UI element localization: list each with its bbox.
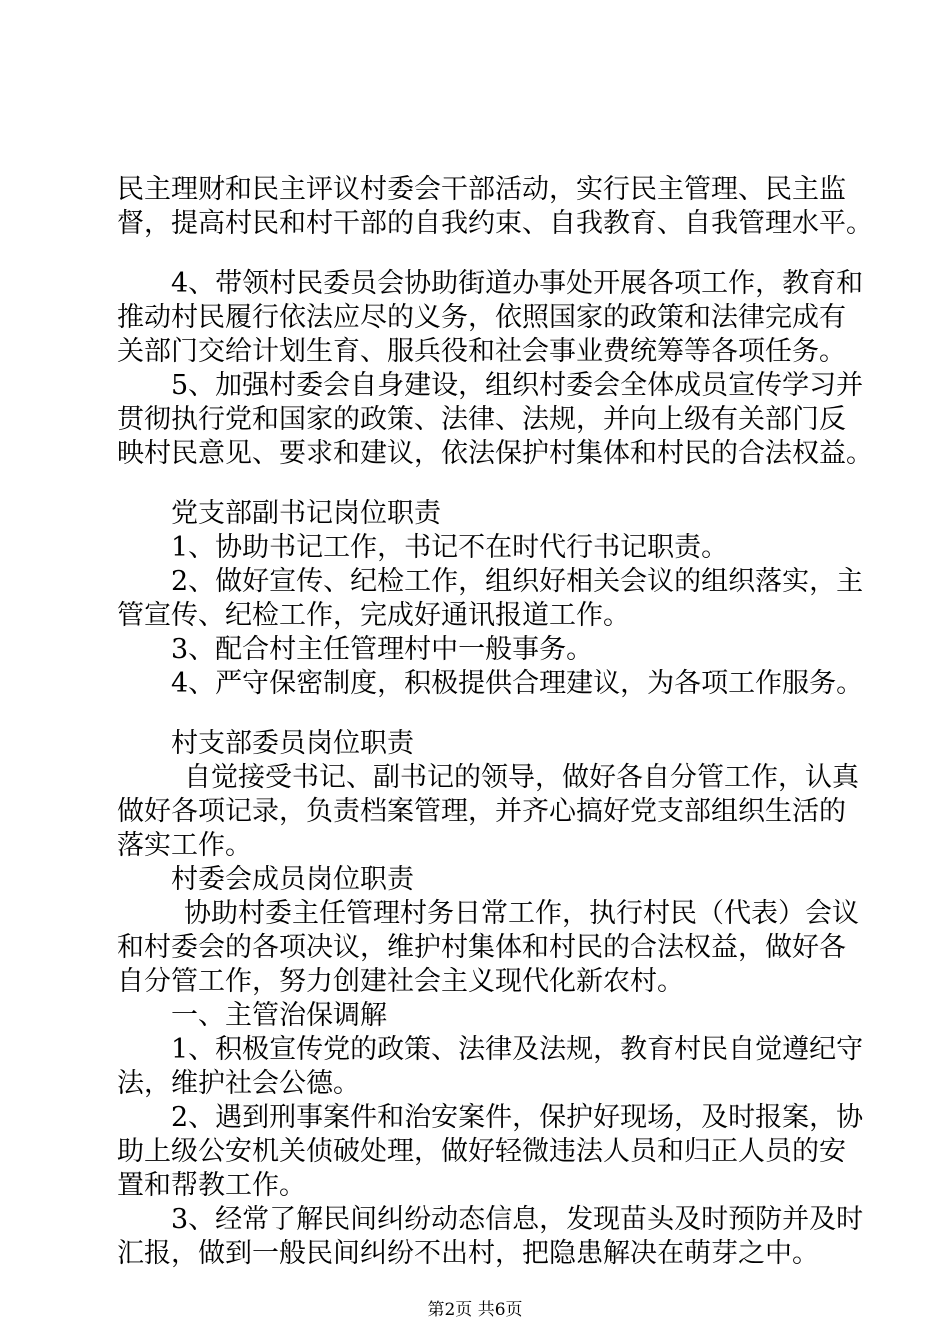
- text-line: 2、做好宣传、纪检工作，组织好相关会议的组织落实，主: [171, 566, 864, 597]
- text-line: 汇报，做到一般民间纠纷不出村，把隐患解决在萌芽之中。: [117, 1238, 819, 1269]
- text-line: 2、遇到刑事案件和治安案件，保护好现场，及时报案，协: [171, 1102, 864, 1133]
- text-line: 做好各项记录，负责档案管理，并齐心搞好党支部组织生活的: [117, 796, 846, 827]
- text-line: 5、加强村委会自身建设，组织村委会全体成员宣传学习并: [171, 370, 864, 401]
- text-line: 3、配合村主任管理村中一般事务。: [171, 634, 594, 665]
- text-line: 法，维护社会公德。: [117, 1068, 360, 1099]
- text-line: 督，提高村民和村干部的自我约束、自我教育、自我管理水平。: [117, 208, 873, 239]
- text-line: 管宣传、纪检工作，完成好通讯报道工作。: [117, 600, 630, 631]
- text-line: 关部门交给计划生育、服兵役和社会事业费统筹等各项任务。: [117, 336, 846, 367]
- text-line: 3、经常了解民间纠纷动态信息，发现苗头及时预防并及时: [171, 1204, 864, 1235]
- text-line: 置和帮教工作。: [117, 1170, 306, 1201]
- text-line: 协助村委主任管理村务日常工作，执行村民（代表）会议: [184, 898, 859, 929]
- text-line: 贯彻执行党和国家的政策、法律、法规，并向上级有关部门反: [117, 404, 846, 435]
- text-line: 1、协助书记工作，书记不在时代行书记职责。: [171, 532, 729, 563]
- text-line: 民主理财和民主评议村委会干部活动，实行民主管理、民主监: [117, 174, 846, 205]
- section-heading: 村委会成员岗位职责: [171, 864, 414, 895]
- text-line: 4、带领村民委员会协助街道办事处开展各项工作，教育和: [171, 268, 864, 299]
- page-footer: 第2页 共6页: [427, 1300, 523, 1320]
- text-line: 落实工作。: [117, 830, 252, 861]
- section-heading: 村支部委员岗位职责: [171, 728, 414, 759]
- text-line: 助上级公安机关侦破处理，做好轻微违法人员和归正人员的安: [117, 1136, 846, 1167]
- section-heading: 一、主管治保调解: [171, 1000, 387, 1031]
- text-line: 自觉接受书记、副书记的领导，做好各自分管工作，认真: [184, 762, 859, 793]
- text-line: 1、积极宣传党的政策、法律及法规，教育村民自觉遵纪守: [171, 1034, 864, 1065]
- text-line: 映村民意见、要求和建议，依法保护村集体和村民的合法权益。: [117, 438, 873, 469]
- text-line: 推动村民履行依法应尽的义务，依照国家的政策和法律完成有: [117, 302, 846, 333]
- section-heading: 党支部副书记岗位职责: [171, 498, 441, 529]
- text-line: 4、严守保密制度，积极提供合理建议，为各项工作服务。: [171, 668, 864, 699]
- text-line: 自分管工作，努力创建社会主义现代化新农村。: [117, 966, 684, 997]
- text-line: 和村委会的各项决议，维护村集体和村民的合法权益，做好各: [117, 932, 846, 963]
